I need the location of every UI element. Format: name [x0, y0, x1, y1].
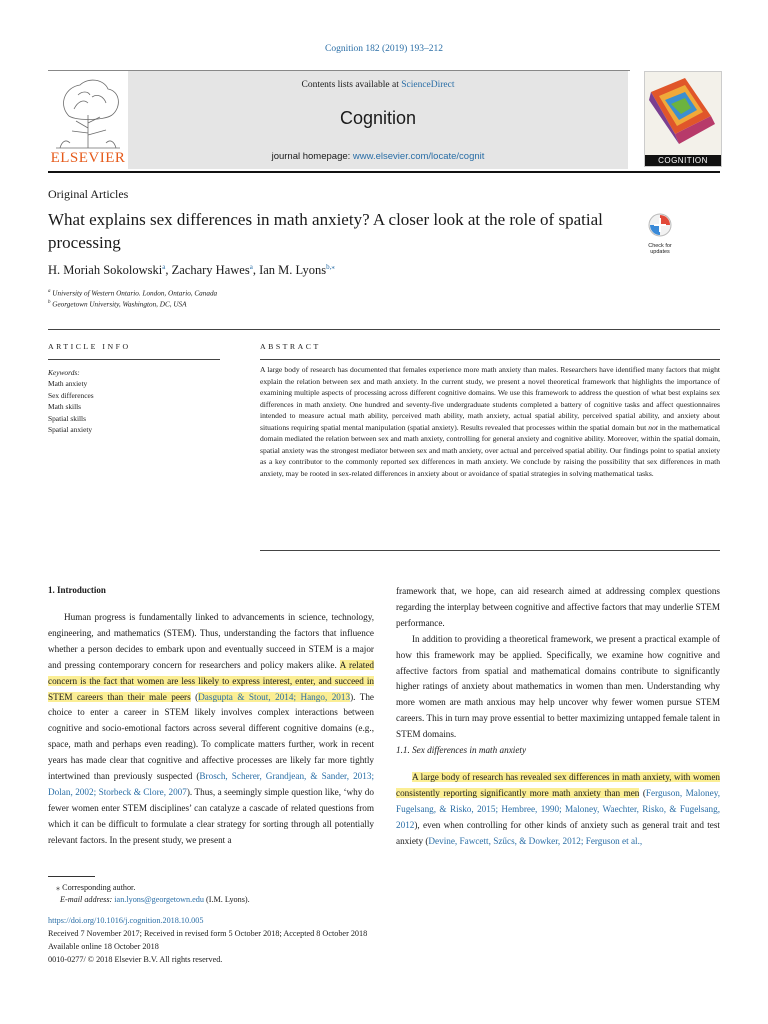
- journal-homepage-line: [128, 151, 628, 162]
- body-text: ), even when controlling for other kinds of anxiety such as general trait and test anxiety (: [396, 819, 720, 846]
- citation-link[interactable]: Brosch, Scherer, Grandjean, & Sander, 2013; Dolan, 2002; Storbeck & Clore, 2007: [48, 771, 374, 797]
- doi-link[interactable]: https://doi.org/10.1016/j.cognition.2018.10.005: [48, 916, 204, 925]
- journal-homepage-link[interactable]: www.elsevier.com/locate/cognit: [352, 151, 485, 162]
- author-name[interactable]: Zachary Hawes: [171, 263, 250, 278]
- homepage-prefix: journal homepage:: [271, 151, 353, 162]
- citation-link[interactable]: Devine, Fawcett, Szűcs, & Dowker, 2012; Ferguson et al.,: [428, 835, 643, 846]
- check-for-updates-badge[interactable]: [644, 212, 676, 255]
- highlighted-text[interactable]: A related concern is the fact that women are less likely to express interest, enter, and succeed in STEM careers than their male peers: [48, 659, 374, 702]
- body-text: (: [639, 787, 646, 798]
- abstract-heading: ABSTRACT: [260, 342, 321, 351]
- author-name[interactable]: H. Moriah Sokolowski: [48, 263, 163, 278]
- body-right-column: [396, 584, 720, 743]
- body-paragraph: [396, 770, 720, 850]
- highlighted-text[interactable]: A large body of research has revealed sex differences in math anxiety, with women consistently reporting significantly more math anxiety than men: [396, 772, 720, 798]
- email-label: E-mail address:: [60, 895, 113, 904]
- author-name[interactable]: Ian M. Lyons: [259, 263, 327, 278]
- citation-link[interactable]: Ferguson, Maloney, Fugelsang, & Risko, 2015; Hembree, 1990; Maloney, Waechter, Risko, & Fugelsang, 2012: [396, 787, 720, 830]
- available-online: Available online 18 October 2018: [48, 942, 159, 951]
- cover-caption: COGNITION: [645, 155, 721, 166]
- body-paragraph: In addition to providing a theoretical framework, we present a practical example of how this framework may be applied. Specifically, we examine how cognitive and affective factors from spatial and mathematical domains contribute to significantly higher ratings of anxiety about mathematics in women than men. Understanding why more women are math anxious may help uncover why fewer women pursue STEM careers. This in turn may prove essential to better maximizing untapped female talent in STEM domains.: [396, 633, 720, 740]
- footnote-rule: [48, 876, 95, 877]
- introduction-heading: 1. Introduction: [48, 585, 106, 595]
- masthead-bottom-rule: [48, 171, 720, 173]
- email-link[interactable]: ian.lyons@georgetown.edu: [114, 895, 204, 904]
- journal-title: Cognition: [339, 108, 417, 128]
- affiliation-b: [48, 300, 187, 308]
- affiliation-mark: b: [48, 300, 51, 305]
- sciencedirect-link[interactable]: ScienceDirect: [401, 80, 455, 90]
- author-affiliation-mark[interactable]: a: [162, 263, 166, 271]
- author-list: H. Moriah Sokolowski$^a$, Zachary Hawes$^a$, Ian M. Lyons$^{b,⁎}$: [48, 263, 335, 278]
- body-right-column-cont: [396, 770, 720, 850]
- keyword-item: Math skills: [48, 402, 82, 412]
- abstract-text-part: in the mathematical domain mediated the relation between sex and math anxiety, controlling for general anxiety and cognitive ability. Moreover, within the spatial domain, spatial anxiety was the strongest mediator between sex and math anxiety, over actual and perceived spatial ability. Our findings point to spatial anxiety as a key contributor to the commonly reported sex differences in math anxiety. We conclude by raising the possibility that sex differences in math anxiety, may be rooted in sex-related differences in anxiety about or avoidance of spatial strategies in solving mathematical tasks.: [260, 422, 721, 478]
- keyword-item: Sex differences: [48, 390, 94, 400]
- keyword-item: Spatial anxiety: [48, 425, 93, 435]
- email-suffix: (I.M. Lyons).: [203, 895, 250, 904]
- affiliation-a: [48, 289, 217, 297]
- article-title: What explains sex differences in math anxiety? A closer look at the role of spatial processing: [48, 210, 603, 252]
- abstract-bottom-rule: [260, 550, 720, 551]
- keywords-label: Keywords:: [48, 368, 80, 377]
- info-top-rule: [48, 329, 720, 330]
- author-affiliation-mark[interactable]: a: [249, 263, 253, 271]
- affiliation-text: University of Western Ontario. London, Ontario, Canada: [52, 289, 218, 298]
- body-text: ). Thus, a seemingly simple question like, ‘why do fewer women enter STEM disciplines’ can catalyze a cascade of related questions from which it can be difficult to formulate a clear strategy for sorting through all potentially relevant factors. In the present study, we present a: [48, 786, 374, 845]
- body-text: ). The choice to enter a career in STEM likely involves complex interactions between cognitive and socio-emotional factors across several different cognitive domains (e.g., space, math and perhaps even reading). To complicate matters further, work in recent years has made clear that cognitive and affective processes are likely far more tightly intertwined than previously suspected (: [48, 691, 375, 782]
- abstract-heading-rule: [260, 359, 720, 360]
- journal-cover-image: [644, 71, 722, 167]
- subsection-heading: 1.1. Sex differences in math anxiety: [396, 745, 527, 755]
- body-text: (: [190, 691, 199, 702]
- email-line: [60, 895, 250, 904]
- keywords-block: [48, 367, 238, 435]
- keyword-item: Math anxiety: [48, 379, 88, 389]
- abstract-emphasis: not: [648, 422, 658, 432]
- copyright-line: 0010-0277/ © 2018 Elsevier B.V. All rights reserved.: [48, 955, 223, 964]
- author-affiliation-mark[interactable]: b,⁎: [326, 263, 335, 271]
- contents-prefix: Contents lists available at: [301, 80, 402, 90]
- article-section-type: Original Articles: [48, 187, 129, 201]
- abstract-text-part: A large body of research has documented that females experience more math anxiety than males. Researchers have identified many factors that might explain the relation between sex and math anxiety. In the current study, we present a novel theoretical framework that highlights the importance of examining multiple aspects of processing across different cognitive domains. We use this framework to address the question of what best explains sex differences in math anxiety. One hundred and seventy-five undergraduate students completed a battery of cognitive tasks and affect questionnaires intended to measure actual math ability, perceived math ability, math anxiety, actual spatial ability, perceived spatial ability, and anxiety about situations requiring spatial mental manipulation (spatial anxiety). Results revealed that processes within the spatial domain but: [260, 365, 720, 432]
- crossmark-icon: [644, 212, 676, 238]
- affiliation-mark: a: [48, 289, 51, 294]
- body-paragraph: framework that, we hope, can aid research aimed at addressing complex questions regarding the interplay between cognitive and affective factors that may underlie STEM performance.: [396, 586, 720, 628]
- citation-link[interactable]: Dasgupta & Stout, 2014; Hango, 2013: [198, 691, 351, 702]
- body-left-column: [48, 610, 374, 849]
- journal-reference-link[interactable]: Cognition 182 (2019) 193–212: [325, 44, 443, 54]
- keyword-item: Spatial skills: [48, 413, 86, 423]
- publisher-wordmark: ELSEVIER: [50, 150, 126, 166]
- body-text: Human progress is fundamentally linked to advancements in science, technology, engineering, and mathematics (STEM). Thus, understanding the factors that influence whether a person decides to embark upon and eventually succeed in STEM is a major and pressing contemporary concern for researchers and policy makers alike.: [48, 612, 374, 670]
- abstract-text: [260, 364, 720, 479]
- received-dates: Received 7 November 2017; Received in revised form 5 October 2018; Accepted 8 October 2018: [48, 929, 368, 938]
- introduction-paragraph: [48, 610, 374, 849]
- crossmark-label: Check for updates: [648, 243, 672, 255]
- contents-line: [128, 80, 628, 90]
- affiliation-text: Georgetown University, Washington, DC, USA: [52, 300, 187, 309]
- article-info-heading: ARTICLE INFO: [48, 342, 131, 351]
- info-heading-rule: [48, 359, 220, 360]
- corresponding-author-note: ⁎ Corresponding author.: [56, 883, 136, 892]
